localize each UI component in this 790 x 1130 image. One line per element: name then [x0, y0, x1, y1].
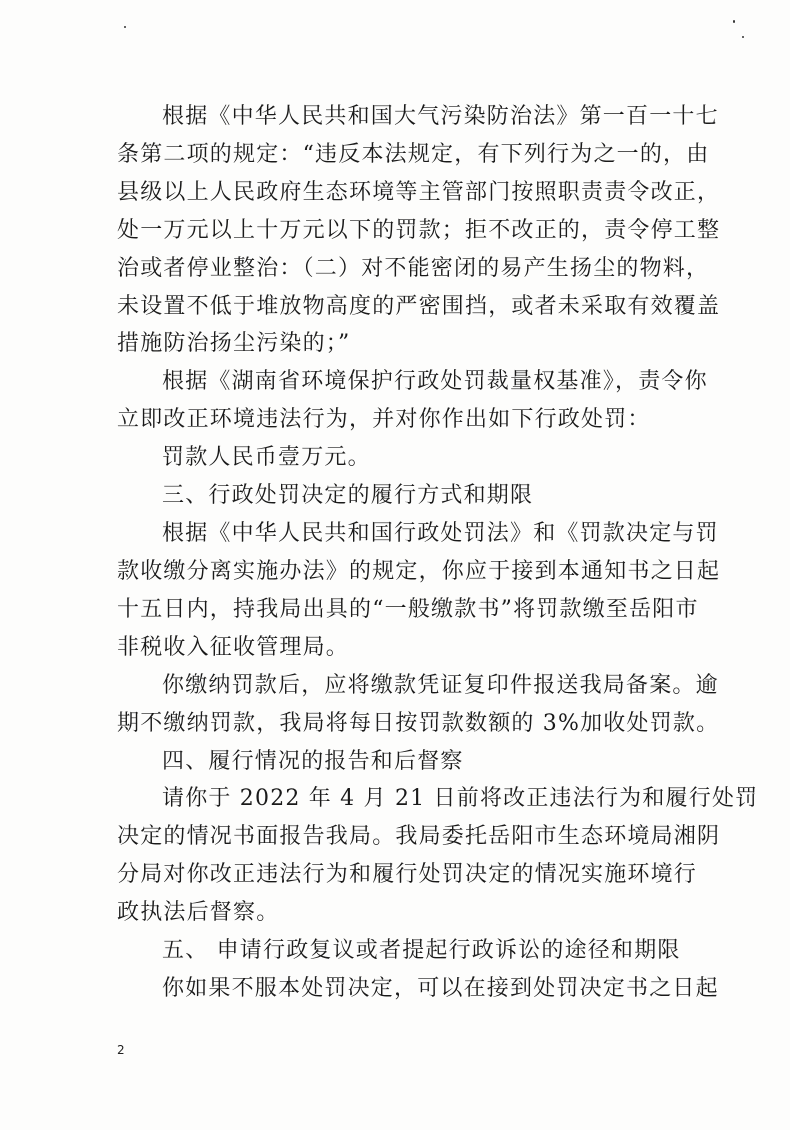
text-line: 你缴纳罚款后，应将缴款凭证复印件报送我局备案。逾	[162, 673, 719, 698]
text-line: 措施防治扬尘污染的；”	[117, 331, 351, 356]
text-line: 分局对你改正违法行为和履行处罚决定的情况实施环境行	[117, 862, 698, 887]
text-line: 十五日内，持我局出具的“一般缴款书”将罚款缴至岳阳市	[117, 597, 699, 622]
scan-speck	[124, 26, 126, 28]
text-line: 根据《中华人民共和国大气污染防治法》第一百一十七	[162, 104, 719, 129]
text-line: 立即改正环境违法行为，并对你作出如下行政处罚：	[117, 407, 651, 432]
text-line: 根据《中华人民共和国行政处罚法》和《罚款决定与罚	[162, 521, 719, 546]
text-line: 根据《湖南省环境保护行政处罚裁量权基准》，责令你	[162, 369, 708, 394]
scan-speck	[733, 20, 735, 23]
section-heading: 四、履行情况的报告和后督察	[162, 749, 464, 774]
text-line: 你如果不服本处罚决定，可以在接到处罚决定书之日起	[162, 976, 719, 1001]
text-line: 决定的情况书面报告我局。我局委托岳阳市生态环境局湘阴	[117, 824, 721, 849]
text-line: 政执法后督察。	[117, 900, 280, 925]
text-line: 期不缴纳罚款，我局将每日按罚款数额的 3%加收处罚款。	[117, 711, 720, 736]
text-line: 治或者停业整治：（二）对不能密闭的易产生扬尘的物料，	[117, 256, 710, 281]
text-line: 条第二项的规定：“违反本法规定，有下列行为之一的，由	[117, 142, 710, 167]
text-line: 非税收入征收管理局。	[117, 635, 350, 660]
text-line: 请你于 2022 年 4 月 21 日前将改正违法行为和履行处罚	[162, 786, 759, 811]
scan-speck	[742, 36, 744, 38]
text-line: 处一万元以上十万元以下的罚款；拒不改正的，责令停工整	[117, 218, 721, 243]
text-line: 罚款人民币壹万元。	[162, 445, 371, 470]
text-line: 县级以上人民政府生态环境等主管部门按照职责责令改正，	[117, 180, 721, 205]
page-number: 2	[117, 1043, 125, 1057]
text-line: 未设置不低于堆放物高度的严密围挡，或者未采取有效覆盖	[117, 294, 721, 319]
section-heading: 五、 申请行政复议或者提起行政诉讼的途径和期限	[162, 938, 681, 963]
text-line: 款收缴分离实施办法》的规定，你应于接到本通知书之日起	[117, 559, 721, 584]
section-heading: 三、行政处罚决定的履行方式和期限	[162, 483, 534, 508]
